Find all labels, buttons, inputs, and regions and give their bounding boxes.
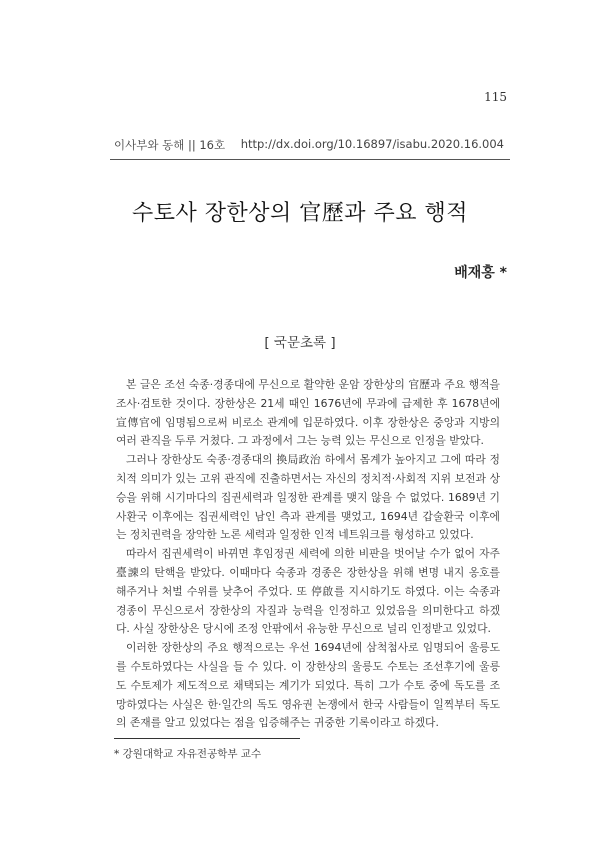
abstract-heading: [ 국문초록 ]	[264, 335, 336, 351]
abstract-paragraph: 따라서 집권세력이 바뀌면 후임정권 세력에 의한 비판을 벗어날 수가 없어 자주 臺諫의 탄핵을 받았다. 이때마다 숙종과 경종은 장한상을 위해 변명 내지 옹호를 해주거나 처벌 수위를 낮추어 주었다. 또 停啟를 지시하기도 하였다. 이는 숙종과 경종이 무신으로서 장한상의 자질과 능력을 인정하고 있었음을 의미한다고 하겠다. 사실 장한상은 당시에 조정 안팎에서 유능한 무신으로 널리 인정받고 있었다.	[116, 547, 500, 636]
page-number: 115	[484, 90, 507, 104]
footnote-rule	[114, 738, 300, 739]
abstract-paragraph: 이러한 장한상의 주요 행적으로는 우선 1694년에 삼척첨사로 임명되어 울릉도를 수토하였다는 사실을 들 수 있다. 이 장한상의 울릉도 수토는 조선후기에 울릉도 수토제가 제도적으로 채택되는 계기가 되었다. 특히 그가 수토 중에 독도를 조망하였다는 사실은 한·일간의 독도 영유권 논쟁에서 한국 사람들이 일찍부터 독도의 존재를 알고 있었다는 점을 입증해주는 귀중한 기록이라고 하겠다.	[116, 641, 500, 730]
header-rule	[110, 159, 510, 160]
paper-title: 수토사 장한상의 官歷과 주요 행적	[132, 201, 468, 226]
author-name: 배재홍 *	[454, 265, 507, 281]
doi-link[interactable]: http://dx.doi.org/10.16897/isabu.2020.16.004	[240, 137, 504, 151]
running-header	[114, 137, 504, 153]
author-footnote: * 강원대학교 자유전공학부 교수	[114, 748, 262, 760]
abstract-body	[116, 376, 500, 733]
journal-name: 이사부와 동해 || 16호	[114, 138, 226, 152]
abstract-paragraph: 그러나 장한상도 숙종·경종대의 換局政治 하에서 몸계가 높아지고 그에 따라 정치적 의미가 있는 고위 관직에 진출하면서는 자신의 정치적·사회적 지위 보전과 상승을 위해 시기마다의 집권세력과 일정한 관계를 맺지 않을 수 없었다. 1689년 기사환국 이후에는 집권세력인 남인 측과 관계를 맺었고, 1694년 갑술환국 이후에는 정치권력을 장악한 노론 세력과 일정한 인적 네트워크를 형성하고 있었다.	[116, 453, 500, 542]
abstract-paragraph: 본 글은 조선 숙종·경종대에 무신으로 활약한 운암 장한상의 官歷과 주요 행적을 조사·검토한 것이다. 장한상은 21세 때인 1676년에 무과에 급제한 후 1678년에 宣傳官에 임명됨으로써 비로소 관계에 입문하였다. 이후 장한상은 중앙과 지방의 여러 관직을 두루 거쳤다. 그 과정에서 그는 능력 있는 무신으로 인정을 받았다.	[116, 378, 500, 448]
